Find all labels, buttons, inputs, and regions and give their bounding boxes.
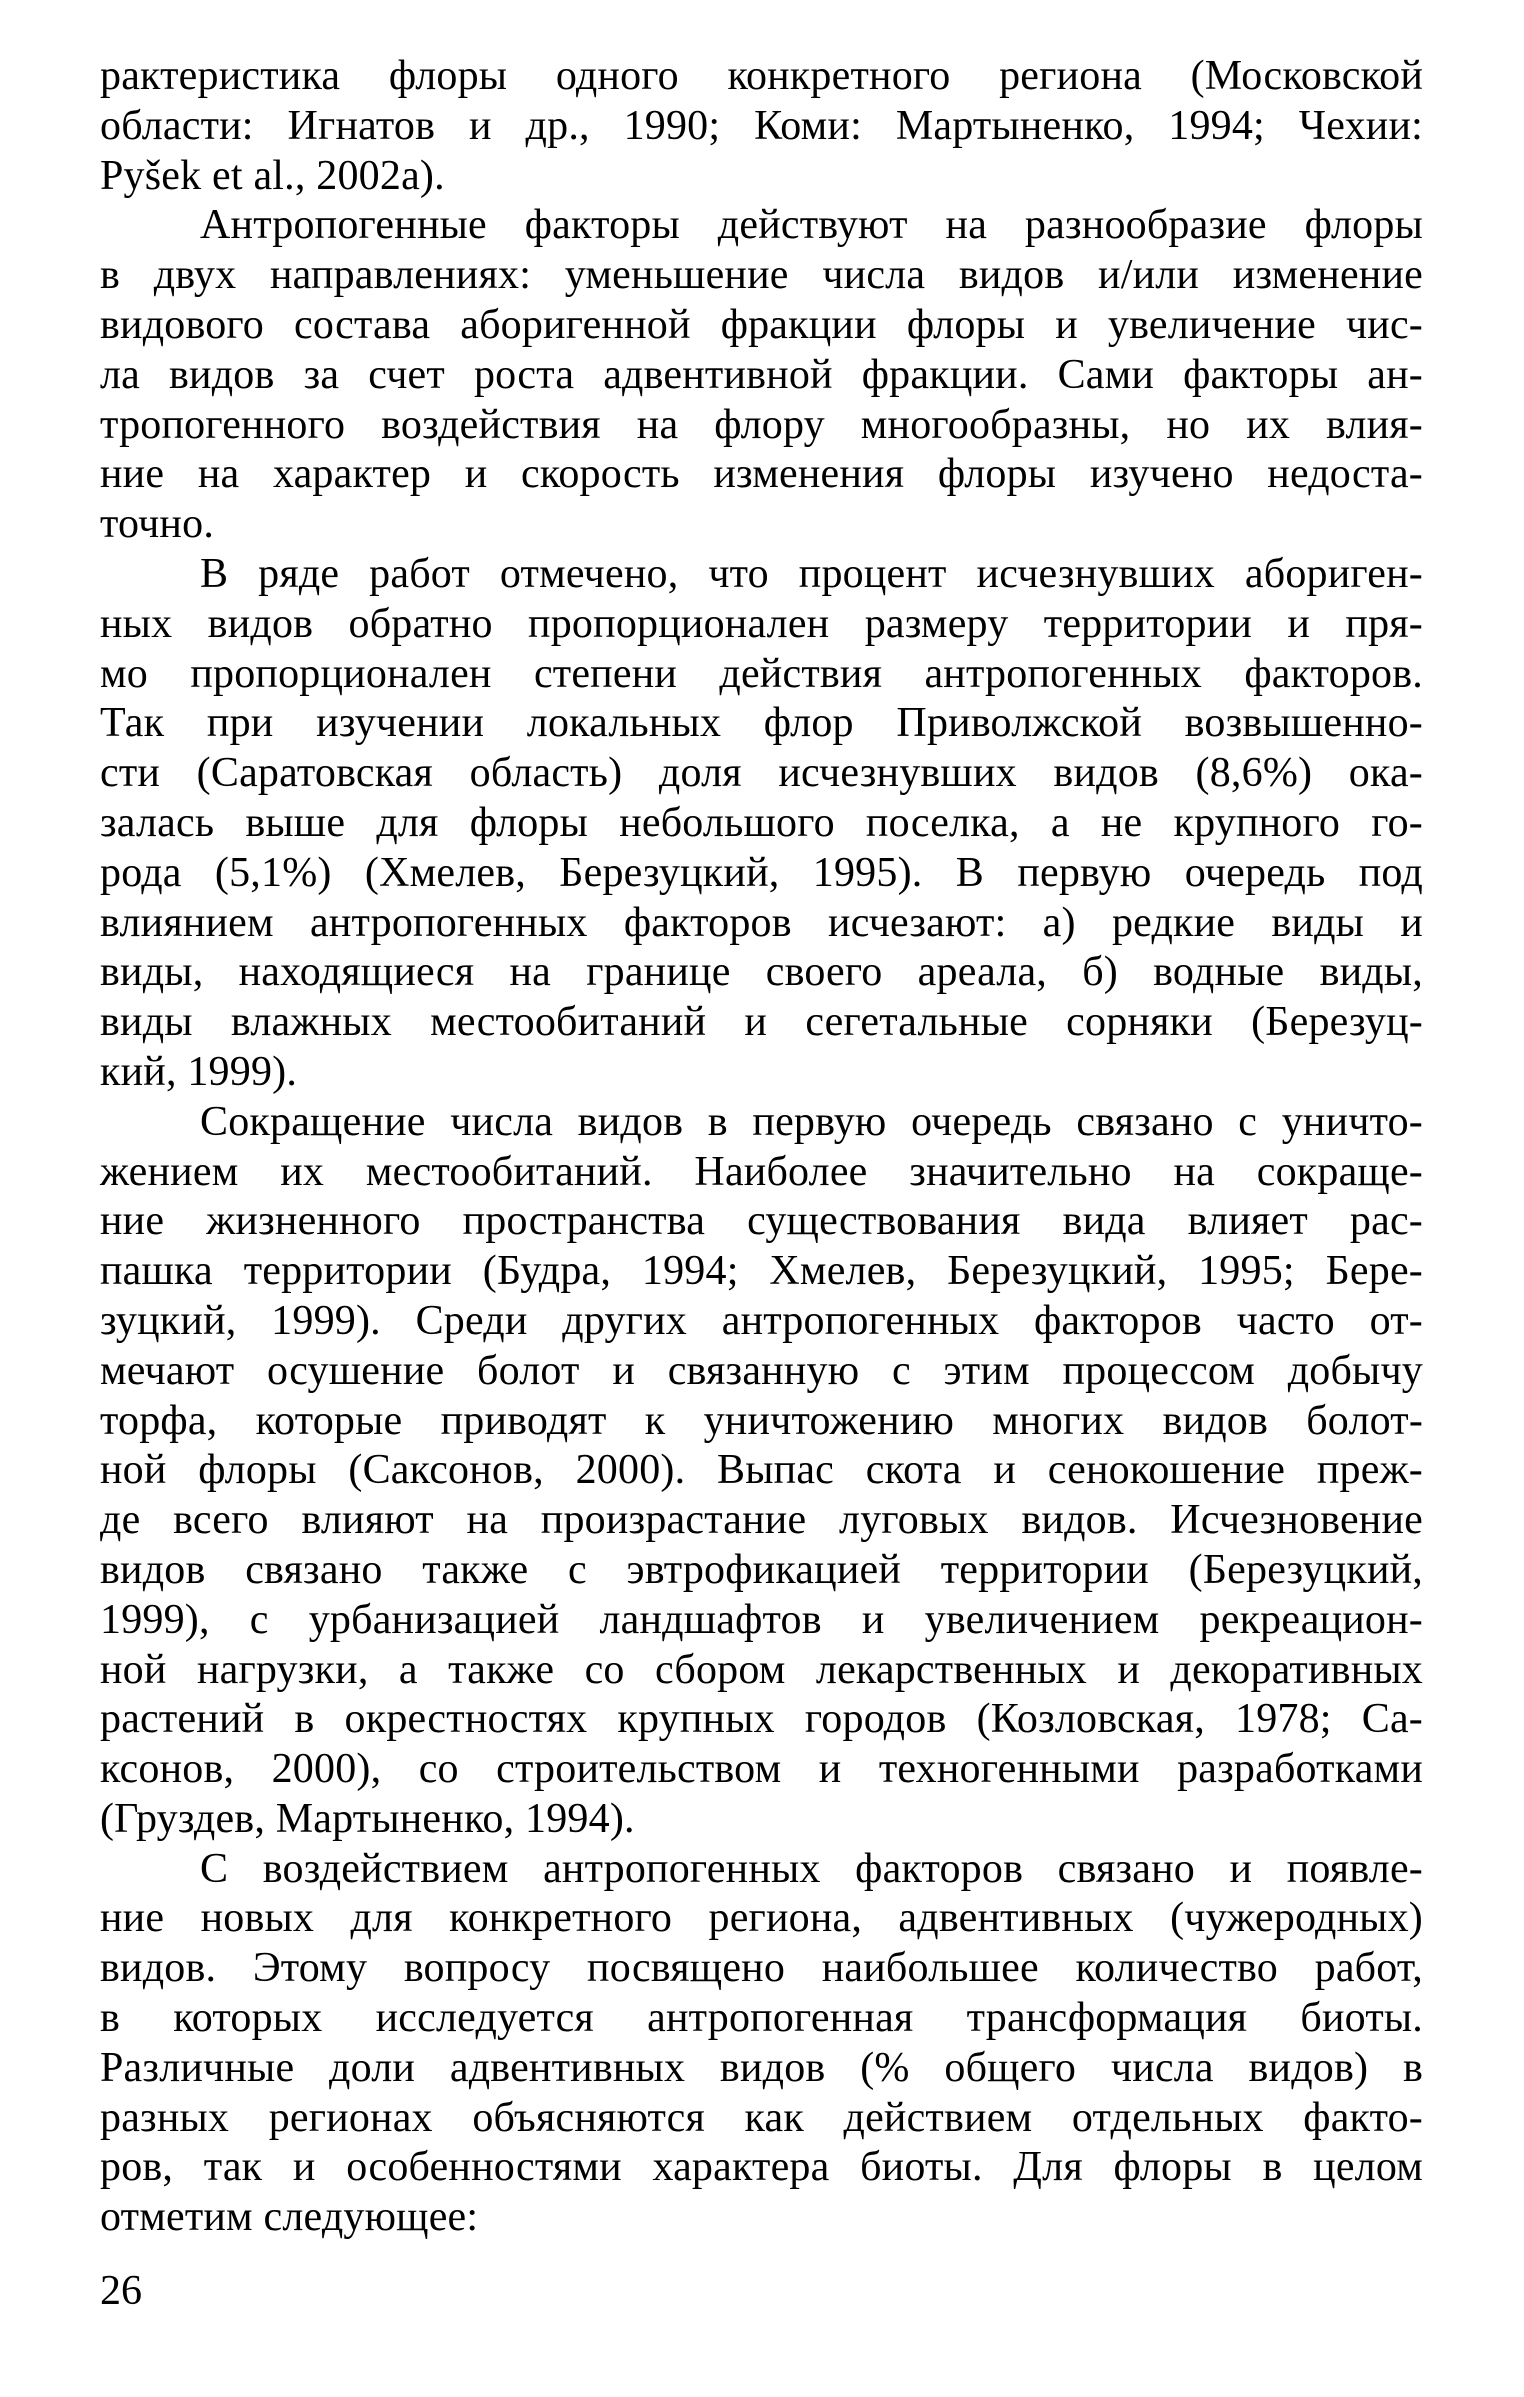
text-line: торфа, которые приводят к уничтожению многих видов болот- (100, 1397, 1423, 1444)
text-line: ров, так и особенностями характера биоты. Для флоры в целом (100, 2144, 1423, 2191)
text-line: Pyšek et al., 2002a). (100, 152, 445, 199)
text-line: В ряде работ отмечено, что процент исчезнувших абориген- (200, 550, 1423, 597)
text-line: отметим следующее: (100, 2194, 479, 2241)
page-number: 26 (100, 2268, 142, 2314)
text-line: (Груздев, Мартыненко, 1994). (100, 1795, 635, 1842)
text-line: Сокращение числа видов в первую очередь связано с уничто- (200, 1098, 1423, 1145)
text-line: точно. (100, 501, 215, 548)
text-line: ние на характер и скорость изменения флоры изучено недоста- (100, 451, 1423, 498)
text-line: сти (Саратовская область) доля исчезнувших видов (8,6%) ока- (100, 750, 1423, 797)
text-line: Антропогенные факторы действуют на разнообразие флоры (200, 202, 1423, 249)
text-line: ной нагрузки, а также со сбором лекарственных и декоративных (100, 1646, 1423, 1693)
text-line: тропогенного воздействия на флору многообразны, но их влия- (100, 401, 1423, 448)
text-line: разных регионах объясняются как действием отдельных факто- (100, 2094, 1423, 2141)
text-line: 1999), с урбанизацией ландшафтов и увеличением рекреацион- (100, 1596, 1423, 1643)
text-line: жением их местообитаний. Наиболее значительно на сокраще- (100, 1148, 1423, 1195)
text-line: видового состава аборигенной фракции флоры и увеличение чис- (100, 301, 1423, 348)
text-line: рода (5,1%) (Хмелев, Березуцкий, 1995). В первую очередь под (100, 849, 1423, 896)
text-line: пашка территории (Будра, 1994; Хмелев, Березуцкий, 1995; Бере- (100, 1248, 1423, 1295)
text-line: де всего влияют на произрастание луговых видов. Исчезновение (100, 1497, 1423, 1544)
text-line: в двух направлениях: уменьшение числа видов и/или изменение (100, 252, 1423, 299)
text-line: кий, 1999). (100, 1048, 298, 1095)
text-line: в которых исследуется антропогенная трансформация биоты. (100, 1995, 1423, 2042)
text-line: ксонов, 2000), со строительством и техногенными разработками (100, 1746, 1423, 1793)
page-text (100, 52, 1423, 2243)
text-line: С воздействием антропогенных факторов связано и появле- (200, 1845, 1423, 1892)
text-line: ла видов за счет роста адвентивной фракции. Сами факторы ан- (100, 351, 1423, 398)
text-line: мо пропорционален степени действия антропогенных факторов. (100, 650, 1423, 697)
text-line: ной флоры (Саксонов, 2000). Выпас скота и сенокошение преж- (100, 1447, 1423, 1494)
text-line: ных видов обратно пропорционален размеру территории и пря- (100, 600, 1423, 647)
text-line: виды влажных местообитаний и сегетальные сорняки (Березуц- (100, 999, 1423, 1046)
text-line: Различные доли адвентивных видов (% общего числа видов) в (100, 2044, 1423, 2091)
text-line: виды, находящиеся на границе своего ареала, б) водные виды, (100, 949, 1423, 996)
text-line: зуцкий, 1999). Среди других антропогенных факторов часто от- (100, 1297, 1423, 1344)
text-line: ние жизненного пространства существования вида влияет рас- (100, 1198, 1423, 1245)
text-line: рактеристика флоры одного конкретного региона (Московской (100, 53, 1423, 99)
text-line: области: Игнатов и др., 1990; Коми: Мартыненко, 1994; Чехии: (100, 102, 1423, 149)
text-line: залась выше для флоры небольшого поселка, а не крупного го- (100, 799, 1423, 846)
text-line: растений в окрестностях крупных городов (Козловская, 1978; Са- (100, 1696, 1423, 1743)
text-line: влиянием антропогенных факторов исчезают: а) редкие виды и (100, 899, 1423, 946)
text-line: ние новых для конкретного региона, адвентивных (чужеродных) (100, 1895, 1423, 1942)
text-line: Так при изучении локальных флор Приволжской возвышенно- (100, 700, 1423, 747)
text-line: видов. Этому вопросу посвящено наибольшее количество работ, (100, 1945, 1423, 1992)
text-line: мечают осушение болот и связанную с этим процессом добычу (100, 1347, 1423, 1394)
text-line: видов связано также с эвтрофикацией территории (Березуцкий, (100, 1546, 1423, 1593)
